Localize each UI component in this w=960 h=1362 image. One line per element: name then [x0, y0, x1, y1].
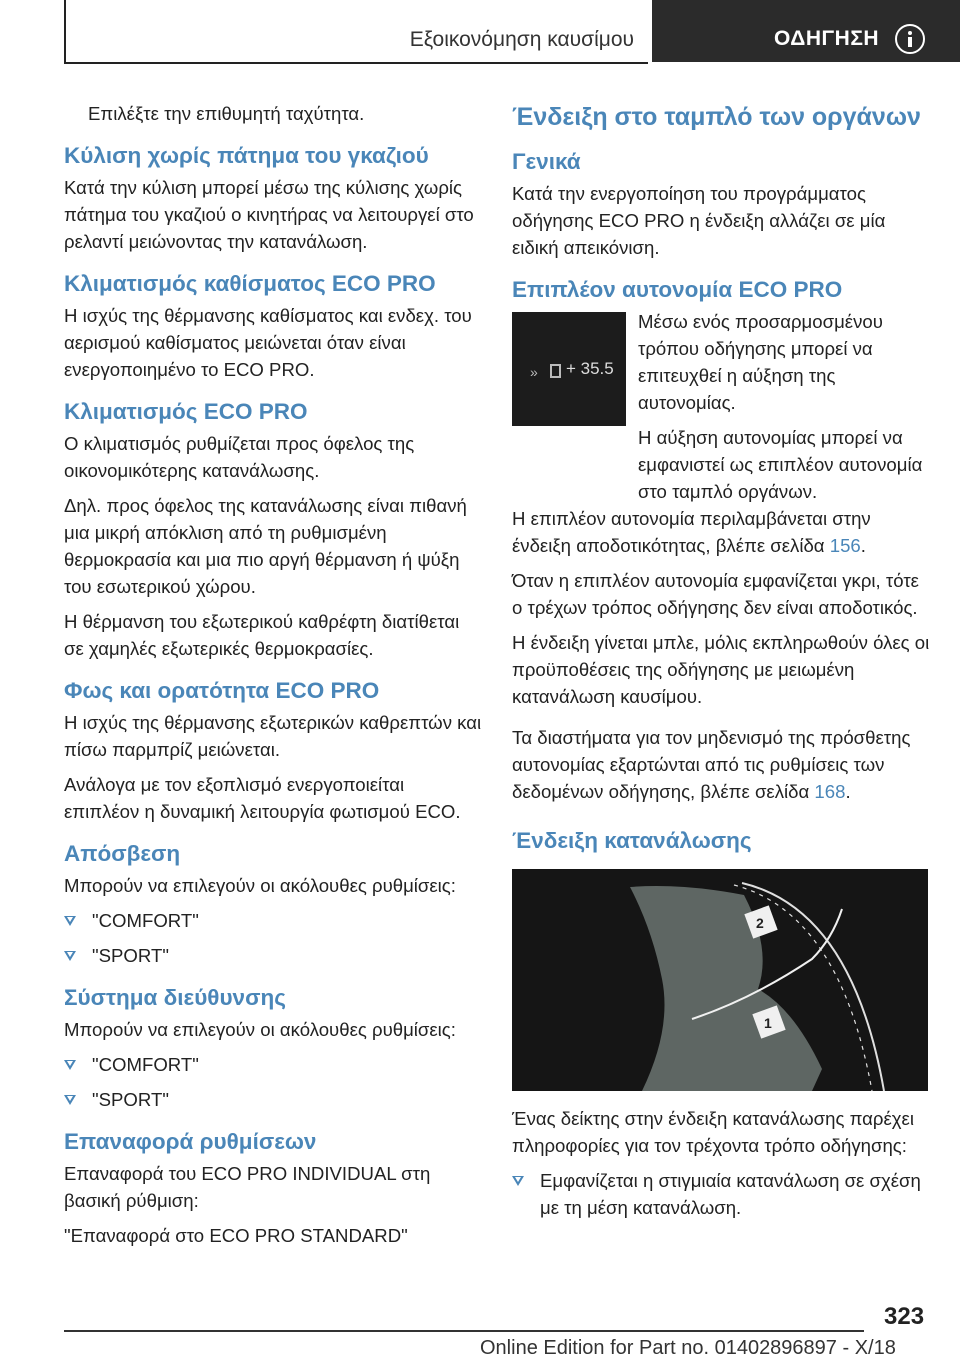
text-range-3: Η επιπλέον αυτονομία περιλαμβάνεται στην ένδειξη αποδοτικότητας, βλέπε σελίδα 156. [512, 508, 871, 556]
heading-consumption-display: Ένδειξη κατανάλωσης [512, 828, 752, 853]
text-range-2a: Η αύξηση αυτονομίας μπορεί να εμφανιστεί ως επιπλέον αυτονομία στο ταμπλό οργάνων. [638, 427, 923, 502]
intro-text: Επιλέξτε την επιθυμητή ταχύτητα. [88, 103, 365, 124]
eco-range-display-image [512, 312, 626, 426]
eco-range-value: + 35.5 [566, 359, 614, 378]
heading-light-visibility: Φως και ορατότητα ECO PRO [64, 678, 380, 703]
right-column [512, 100, 932, 1227]
heading-general: Γενικά [512, 149, 581, 174]
footer-edition: Online Edition for Part no. 01402896897 - X/18 [480, 1337, 896, 1359]
heading-seat-climate: Κλιματισμός καθίσματος ECO PRO [64, 271, 436, 296]
text-light-1: Η ισχύς της θέρμανσης εξωτερικών καθρεπτών και πίσω παρμπρίζ μειώνεται. [64, 712, 482, 760]
list-item: Εμφανίζεται η στιγμιαία κατανάλωση σε σχέση με τη μέση κατανάλωση. [512, 1167, 932, 1221]
left-column [64, 100, 484, 1249]
chevron-double-right-icon: » [530, 364, 538, 380]
text-consumption: Ένας δείκτης στην ένδειξη κατανάλωσης παρέχει πληροφορίες για τον τρέχοντα τρόπο οδήγησης: [512, 1108, 914, 1156]
text-reset-1: Επαναφορά του ECO PRO INDIVIDUAL στη βασική ρύθμιση: [64, 1163, 431, 1211]
list-item: "COMFORT" [64, 1051, 484, 1078]
list-item: "SPORT" [64, 1086, 484, 1113]
header-chapter-box [652, 0, 960, 62]
header-chapter-title: ΟΔΗΓΗΣΗ [774, 27, 880, 50]
bullet-triangle-icon [512, 1176, 524, 1186]
page-link-168[interactable]: 168 [814, 781, 846, 802]
bullet-triangle-icon [64, 1095, 76, 1105]
header-section-title: Εξοικονόμηση καυσίμου [409, 28, 634, 51]
text-range-1: Μέσω ενός προσαρμοσμένου τρόπου οδήγησης μπορεί να επιτευχθεί η αύξηση της αυτονομίας. [638, 311, 883, 413]
heading-extra-range: Επιπλέον αυτονομία ECO PRO [512, 277, 843, 302]
text-range-4: Όταν η επιπλέον αυτονομία εμφανίζεται γκρι, τότε ο τρέχων τρόπος οδήγησης δεν είναι αποδοτικός. [512, 570, 919, 618]
page-number: 323 [884, 1303, 925, 1330]
text-range-5: Η ένδειξη γίνεται μπλε, μόλις εκπληρωθούν όλες οι προϋποθέσεις της οδήγησης με μειωμένη κατανάλωση καυσίμου. [512, 632, 930, 707]
text-steering: Μπορούν να επιλεγούν οι ακόλουθες ρυθμίσεις: [64, 1019, 456, 1040]
heading-instrument-display: Ένδειξη στο ταμπλό των οργάνων [512, 103, 921, 131]
heading-steering: Σύστημα διεύθυνσης [64, 985, 286, 1010]
text-reset-2: "Επαναφορά στο ECO PRO STANDARD" [64, 1225, 408, 1246]
text-climate-2: Δηλ. προς όφελος της κατανάλωσης είναι πιθανή μια μικρή απόκλιση από τη ρυθμισμένη θερμοκρασία και μια πιο αργή θέρμανση ή ψύξη του εσωτερικού χώρου. [64, 495, 467, 597]
heading-climate: Κλιματισμός ECO PRO [64, 399, 308, 424]
consumption-gauge-image [512, 869, 928, 1091]
bullet-triangle-icon [64, 951, 76, 961]
heading-coasting: Κύλιση χωρίς πάτημα του γκαζιού [64, 143, 429, 168]
gauge-label-1: 1 [764, 1015, 772, 1031]
text-light-2: Ανάλογα με τον εξοπλισμό ενεργοποιείται επιπλέον η δυναμική λειτουργία φωτισμού ECO. [64, 774, 461, 822]
heading-damping: Απόσβεση [64, 841, 181, 866]
text-seat-climate: Η ισχύς της θέρμανσης καθίσματος και ενδεχ. του αερισμού καθίσματος μειώνεται όταν είναι ενεργοποιημένο το ECO PRO. [64, 305, 472, 380]
gauge-label-2: 2 [756, 915, 764, 931]
text-climate-3: Η θέρμανση του εξωτερικού καθρέφτη διατίθεται σε χαμηλές εξωτερικές θερμοκρασίες. [64, 611, 460, 659]
footer-divider [64, 1330, 864, 1332]
header-section-box [64, 0, 648, 64]
list-item: "COMFORT" [64, 907, 484, 934]
list-item: "SPORT" [64, 942, 484, 969]
bullet-triangle-icon [64, 1060, 76, 1070]
text-climate-1: Ο κλιματισμός ρυθμίζεται προς όφελος της οικονομικότερης κατανάλωσης. [64, 433, 415, 481]
page-link-156[interactable]: 156 [829, 535, 861, 556]
eco-range-block [512, 308, 932, 505]
text-coasting: Κατά την κύλιση μπορεί μέσω της κύλισης χωρίς πάτημα του γκαζιού ο κινητήρας να λειτουργεί στο ρελαντί μειώνοντας την κατανάλωση. [64, 177, 474, 252]
text-range-6: Τα διαστήματα για τον μηδενισμό της πρόσθετης αυτονομίας εξαρτώνται από τις ρυθμίσεις των δεδομένων οδήγησης, βλέπε σελίδα 168. [512, 727, 911, 802]
fuel-pump-icon [550, 364, 561, 378]
info-icon [895, 24, 925, 54]
bullet-triangle-icon [64, 916, 76, 926]
heading-reset: Επαναφορά ρυθμίσεων [64, 1129, 317, 1154]
text-general: Κατά την ενεργοποίηση του προγράμματος οδήγησης ECO PRO η ένδειξη αλλάζει σε μία ειδική απεικόνιση. [512, 183, 886, 258]
text-damping: Μπορούν να επιλεγούν οι ακόλουθες ρυθμίσεις: [64, 875, 456, 896]
